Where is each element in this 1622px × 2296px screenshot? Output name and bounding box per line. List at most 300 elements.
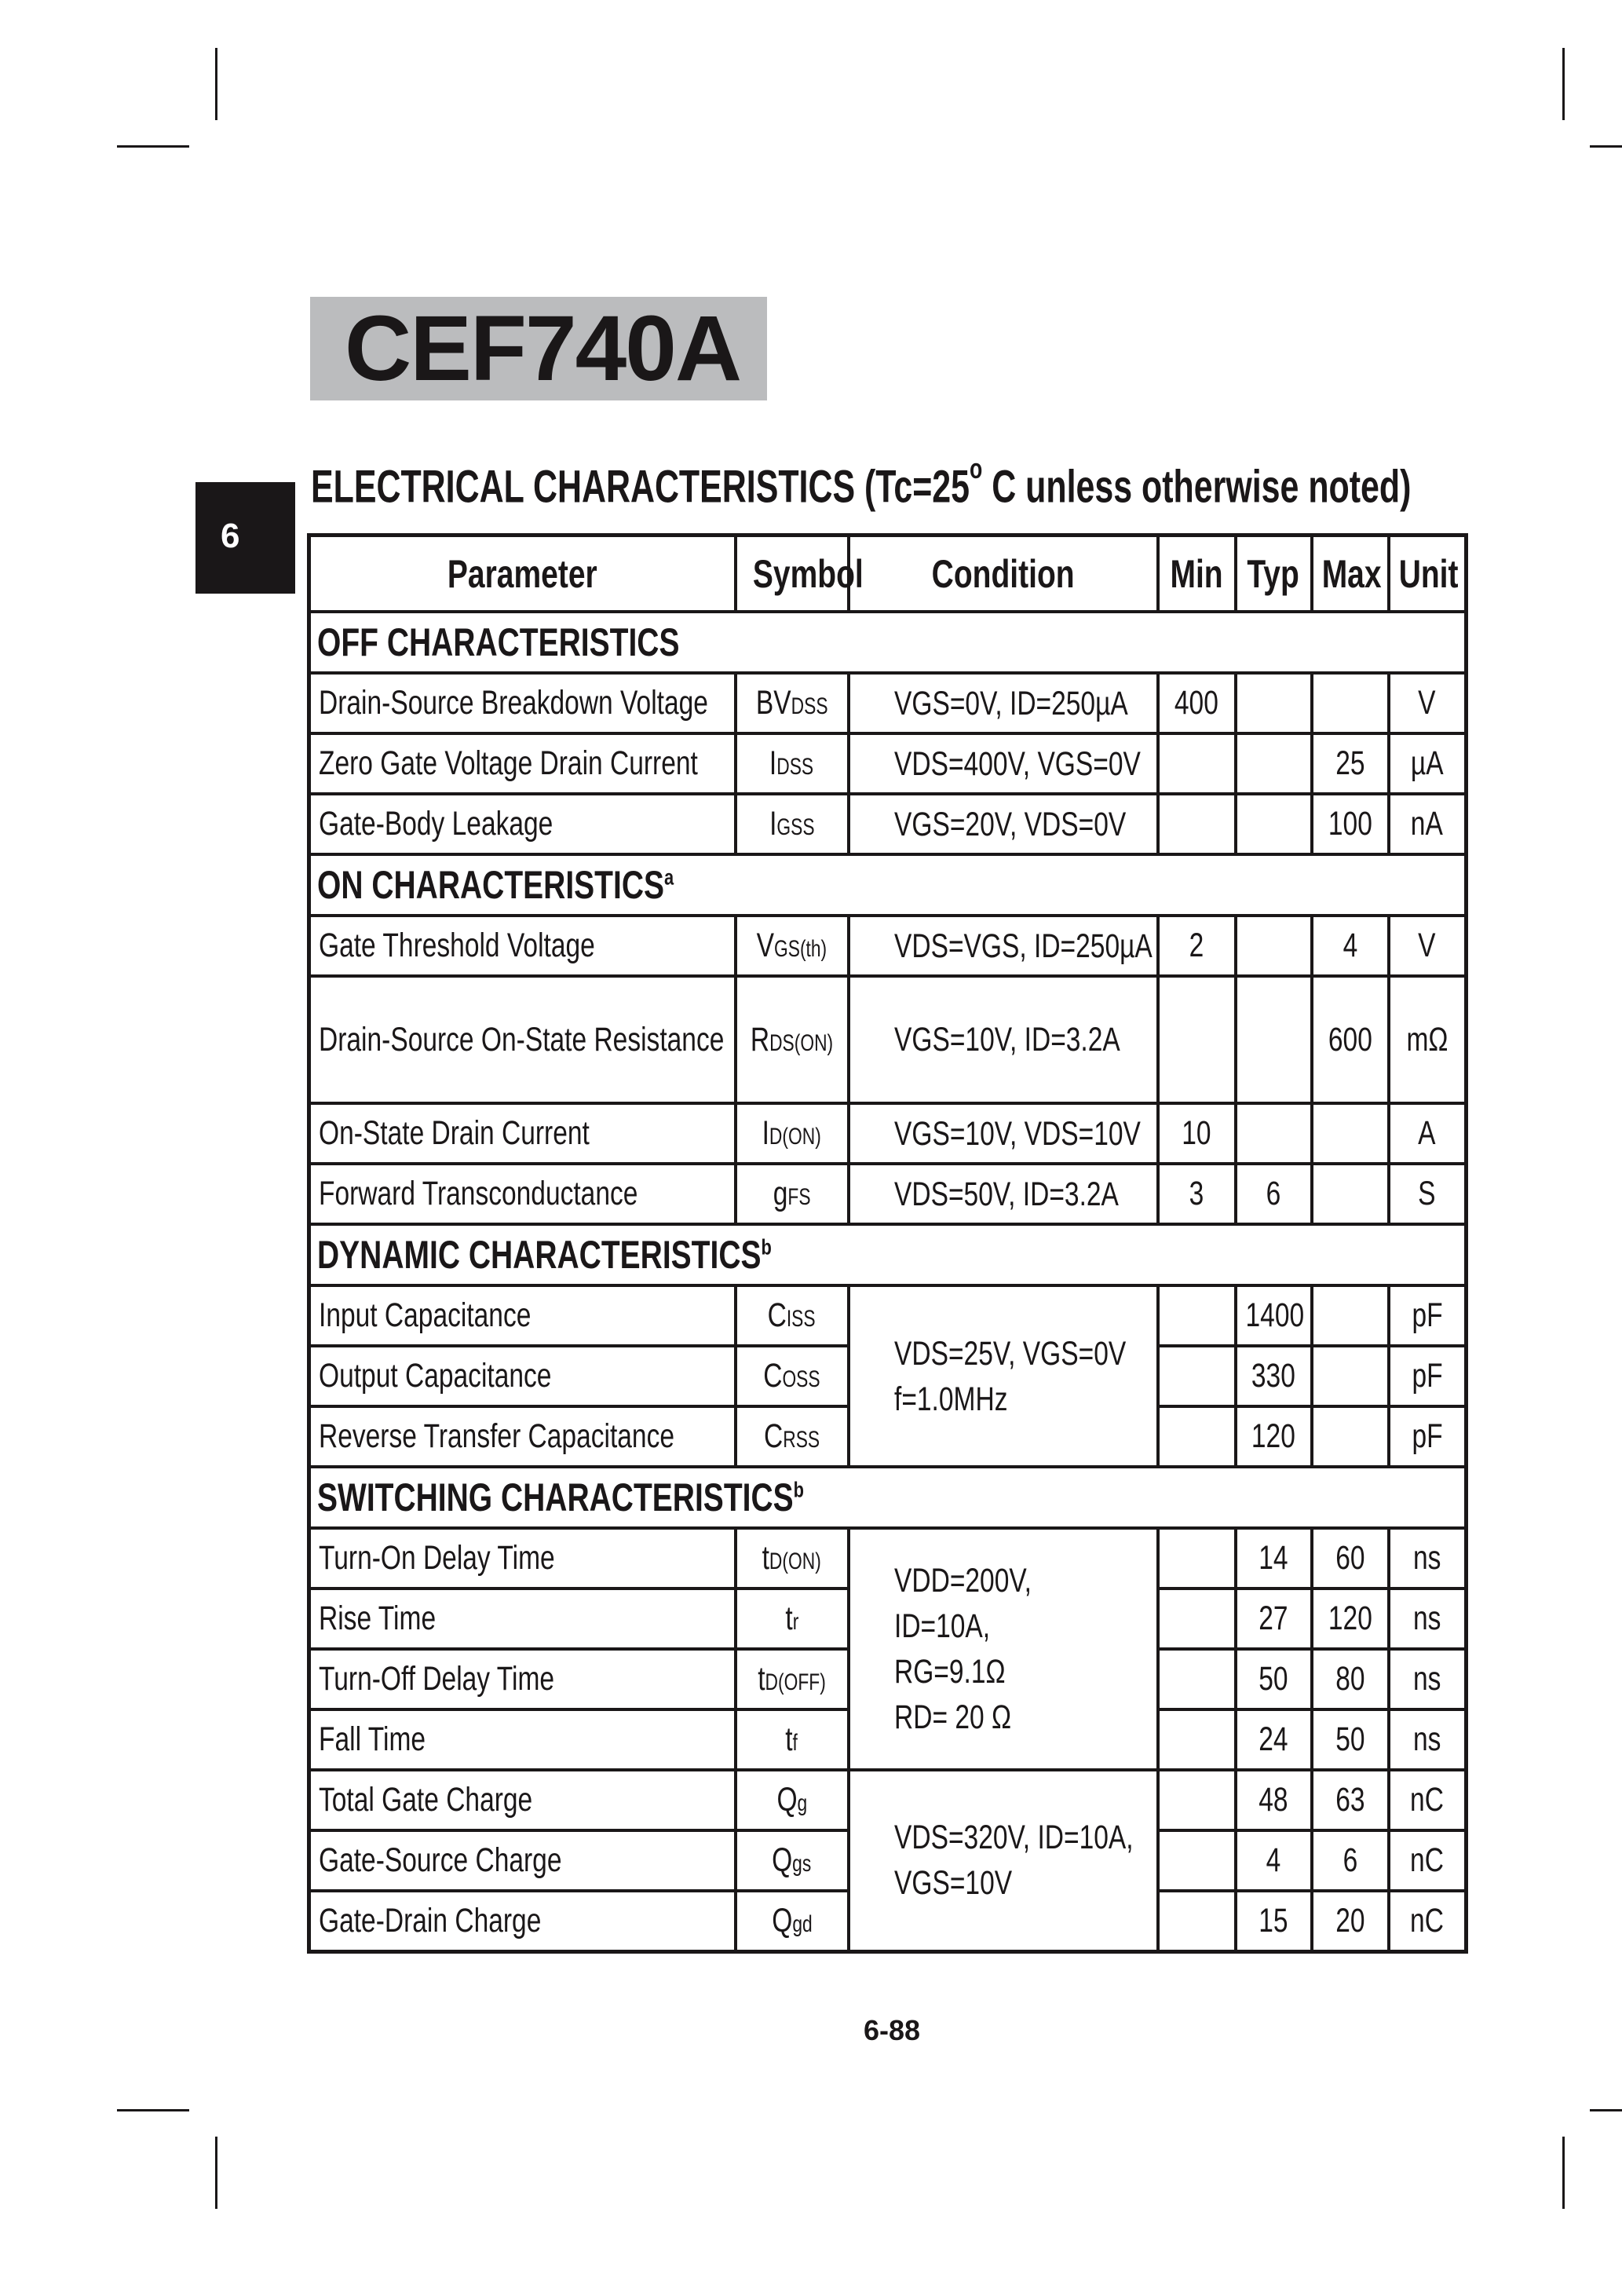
typ-value: 14 — [1259, 1539, 1288, 1577]
typ-cell — [1236, 1528, 1312, 1589]
symbol-main: Q — [772, 1841, 793, 1879]
symbol-subscript: DSS — [776, 755, 814, 780]
symbol-cell — [736, 1770, 849, 1830]
symbol-subscript: f — [792, 1731, 798, 1756]
table-row — [309, 1770, 1467, 1830]
section-footnote-marker: a — [664, 865, 674, 890]
parameter-name: Forward Transconductance — [319, 1175, 638, 1212]
unit-value: S — [1418, 1175, 1436, 1212]
section-row — [309, 612, 1467, 673]
condition-text: VGS=0V, ID=250µA — [893, 684, 1128, 722]
unit-cell — [1389, 976, 1467, 1103]
min-cell — [1158, 1285, 1236, 1346]
symbol — [756, 684, 828, 722]
symbol-cell — [736, 1830, 849, 1891]
table-row — [309, 1103, 1467, 1164]
condition-line — [894, 1603, 1156, 1649]
section-footnote-marker: b — [761, 1234, 772, 1260]
symbol — [772, 1902, 812, 1940]
condition-text: VDS=400V, VGS=0V — [893, 744, 1141, 783]
heading-rest: C unless otherwise noted) — [982, 461, 1412, 513]
min-value: 10 — [1182, 1114, 1211, 1152]
condition-line — [894, 1860, 1156, 1906]
unit-value: A — [1418, 1114, 1436, 1152]
symbol-main: t — [758, 1660, 765, 1698]
section-title-text — [317, 1475, 804, 1520]
symbol-main: I — [769, 805, 777, 843]
parameter-name: Gate-Drain Charge — [319, 1901, 542, 1940]
condition-cell — [849, 1770, 1158, 1951]
min-cell — [1158, 1891, 1236, 1951]
symbol-main: I — [762, 1114, 770, 1152]
parameter-cell — [309, 1285, 736, 1346]
min-cell — [1158, 794, 1236, 854]
min-cell — [1158, 1346, 1236, 1406]
symbol-cell — [736, 1528, 849, 1589]
typ-value: 4 — [1266, 1841, 1281, 1879]
condition-line — [894, 1649, 1156, 1695]
section-title-label: SWITCHING CHARACTERISTICS — [317, 1475, 794, 1519]
typ-cell — [1236, 1103, 1312, 1164]
condition-text: VGS=10V — [893, 1864, 1012, 1903]
max-value: 600 — [1328, 1020, 1372, 1058]
max-value: 50 — [1335, 1720, 1365, 1758]
condition-text: VDS=50V, ID=3.2A — [893, 1175, 1119, 1213]
typ-value: 27 — [1259, 1600, 1288, 1637]
symbol-cell — [736, 1649, 849, 1709]
symbol-subscript: r — [792, 1610, 798, 1635]
symbol — [757, 927, 827, 965]
max-cell — [1312, 1709, 1389, 1770]
crop-mark — [215, 2137, 217, 2209]
unit-value: nA — [1411, 805, 1444, 843]
symbol — [762, 1539, 821, 1578]
unit-cell — [1389, 1770, 1467, 1830]
max-cell — [1312, 1346, 1389, 1406]
part-number: CEF740A — [345, 297, 741, 400]
symbol-subscript: D(ON) — [769, 1549, 822, 1574]
column-header-min: Min — [1158, 536, 1236, 612]
condition-line — [894, 1815, 1156, 1860]
symbol-cell — [736, 976, 849, 1103]
max-value: 20 — [1335, 1901, 1365, 1940]
parameter-name: Fall Time — [319, 1720, 426, 1758]
symbol-main: C — [763, 1357, 783, 1395]
symbol-subscript: gs — [792, 1852, 812, 1877]
symbol-main: V — [756, 927, 775, 964]
parameter-name: On-State Drain Current — [319, 1114, 590, 1152]
max-value: 100 — [1328, 805, 1372, 843]
symbol-main: t — [762, 1539, 770, 1577]
typ-cell — [1236, 976, 1312, 1103]
symbol — [776, 1781, 807, 1819]
parameter-cell — [309, 1891, 736, 1951]
max-cell — [1312, 1770, 1389, 1830]
parameter-name: Drain-Source Breakdown Voltage — [319, 684, 708, 722]
typ-cell — [1236, 1285, 1312, 1346]
max-cell — [1312, 1285, 1389, 1346]
symbol-cell — [736, 916, 849, 976]
max-cell — [1312, 1406, 1389, 1467]
unit-cell — [1389, 1891, 1467, 1951]
condition-cell — [849, 1164, 1158, 1224]
unit-value: nC — [1410, 1841, 1445, 1879]
condition-line — [894, 1017, 1156, 1062]
symbol-cell — [736, 1589, 849, 1649]
symbol-cell — [736, 673, 849, 733]
condition-cell — [849, 1528, 1158, 1770]
symbol — [785, 1600, 798, 1638]
parameter-cell — [309, 673, 736, 733]
max-value: 80 — [1335, 1660, 1365, 1698]
column-header-unit: Unit — [1389, 536, 1467, 612]
condition-text: VDD=200V, — [893, 1562, 1032, 1600]
unit-value: pF — [1412, 1417, 1443, 1455]
unit-value: nC — [1410, 1781, 1445, 1819]
symbol-subscript: FS — [787, 1185, 811, 1210]
max-cell — [1312, 1649, 1389, 1709]
condition-text: RD= 20 Ω — [893, 1698, 1011, 1736]
section-title — [309, 854, 1467, 916]
min-cell — [1158, 1770, 1236, 1830]
typ-value: 15 — [1259, 1901, 1288, 1940]
column-header-parameter: Parameter — [309, 536, 736, 612]
parameter-name: Total Gate Charge — [319, 1781, 533, 1819]
typ-cell — [1236, 1164, 1312, 1224]
section-tab — [195, 482, 295, 594]
symbol-subscript: GS(th) — [774, 937, 827, 962]
max-value: 63 — [1335, 1781, 1365, 1819]
parameter-cell — [309, 976, 736, 1103]
unit-cell — [1389, 794, 1467, 854]
heading-text: ELECTRICAL CHARACTERISTICS (Tc=25 — [311, 461, 970, 513]
condition-text: ID=10A, — [893, 1607, 990, 1645]
section-title-text — [317, 862, 674, 908]
symbol-main: Q — [771, 1901, 792, 1940]
condition-line — [894, 1695, 1156, 1740]
typ-value: 120 — [1251, 1417, 1295, 1455]
typ-cell — [1236, 673, 1312, 733]
condition-text: VDS=320V, ID=10A, — [893, 1819, 1134, 1857]
max-value: 120 — [1328, 1600, 1372, 1637]
symbol-subscript: D(OFF) — [765, 1670, 826, 1695]
section-title-text — [317, 1232, 772, 1278]
min-cell — [1158, 1528, 1236, 1589]
symbol-cell — [736, 1406, 849, 1467]
min-value: 2 — [1189, 927, 1204, 964]
section-row — [309, 1467, 1467, 1528]
condition-line — [894, 923, 1156, 969]
condition-line — [894, 1558, 1156, 1603]
section-title-label: DYNAMIC CHARACTERISTICS — [317, 1233, 762, 1277]
min-value: 400 — [1174, 684, 1218, 722]
max-cell — [1312, 794, 1389, 854]
table-row — [309, 916, 1467, 976]
max-cell — [1312, 976, 1389, 1103]
typ-value: 24 — [1259, 1720, 1288, 1758]
max-value: 60 — [1335, 1539, 1365, 1577]
condition-text: VDS=VGS, ID=250µA — [893, 927, 1153, 965]
table-row — [309, 1285, 1467, 1346]
section-footnote-marker: b — [793, 1477, 805, 1502]
table-row — [309, 1164, 1467, 1224]
condition-line — [894, 741, 1156, 787]
parameter-name: Zero Gate Voltage Drain Current — [319, 744, 698, 782]
table-header-row — [309, 536, 1467, 612]
typ-cell — [1236, 1770, 1312, 1830]
parameter-name: Gate-Body Leakage — [319, 805, 553, 843]
column-header-typ: Typ — [1236, 536, 1312, 612]
typ-cell — [1236, 1589, 1312, 1649]
parameter-cell — [309, 1528, 736, 1589]
symbol-subscript: gd — [791, 1911, 813, 1937]
unit-value: nC — [1410, 1901, 1445, 1940]
parameter-cell — [309, 1649, 736, 1709]
min-cell — [1158, 1406, 1236, 1467]
condition-text: RG=9.1Ω — [893, 1653, 1006, 1691]
unit-cell — [1389, 1709, 1467, 1770]
unit-cell — [1389, 1346, 1467, 1406]
unit-value: pF — [1412, 1296, 1443, 1334]
min-cell — [1158, 916, 1236, 976]
typ-value: 330 — [1251, 1357, 1295, 1395]
symbol-main: I — [769, 744, 777, 782]
electrical-characteristics-table — [307, 533, 1468, 1954]
parameter-name: Gate Threshold Voltage — [319, 927, 595, 964]
unit-value: pF — [1412, 1357, 1443, 1395]
crop-mark — [1590, 2109, 1622, 2111]
max-value: 4 — [1343, 927, 1357, 964]
symbol — [751, 1021, 833, 1059]
table-row — [309, 733, 1467, 794]
parameter-cell — [309, 1164, 736, 1224]
symbol-subscript: D(ON) — [769, 1124, 822, 1150]
condition-text: VGS=20V, VDS=0V — [893, 805, 1126, 843]
max-cell — [1312, 1103, 1389, 1164]
symbol-cell — [736, 1891, 849, 1951]
condition-cell — [849, 976, 1158, 1103]
column-header-max: Max — [1312, 536, 1389, 612]
min-cell — [1158, 1709, 1236, 1770]
typ-cell — [1236, 1649, 1312, 1709]
unit-cell — [1389, 673, 1467, 733]
unit-value: ns — [1413, 1720, 1441, 1758]
symbol — [768, 1296, 816, 1335]
min-cell — [1158, 1830, 1236, 1891]
symbol-main: BV — [755, 684, 791, 722]
condition-text: VGS=10V, ID=3.2A — [893, 1021, 1120, 1058]
unit-value: V — [1418, 927, 1436, 964]
symbol-cell — [736, 733, 849, 794]
typ-cell — [1236, 1406, 1312, 1467]
symbol-subscript: g — [797, 1791, 807, 1816]
parameter-cell — [309, 794, 736, 854]
max-cell — [1312, 1891, 1389, 1951]
unit-value: mΩ — [1406, 1020, 1448, 1058]
condition-line — [894, 1377, 1156, 1422]
condition-cell — [849, 794, 1158, 854]
section-title-label: OFF CHARACTERISTICS — [317, 620, 680, 664]
symbol-main: t — [785, 1720, 793, 1758]
column-header-symbol: Symbol — [736, 536, 849, 612]
symbol-main: R — [750, 1020, 770, 1058]
condition-line — [894, 681, 1156, 726]
symbol — [762, 1114, 821, 1153]
parameter-name: Reverse Transfer Capacitance — [319, 1417, 675, 1455]
max-cell — [1312, 916, 1389, 976]
condition-line — [894, 802, 1156, 847]
parameter-cell — [309, 1406, 736, 1467]
typ-value: 50 — [1259, 1660, 1288, 1698]
symbol-subscript: OSS — [782, 1367, 820, 1392]
parameter-cell — [309, 733, 736, 794]
symbol-main: g — [773, 1175, 788, 1212]
min-cell — [1158, 1164, 1236, 1224]
symbol-cell — [736, 1346, 849, 1406]
crop-mark — [1562, 2137, 1565, 2209]
symbol-main: C — [763, 1417, 784, 1455]
section-tab-number: 6 — [221, 517, 240, 555]
parameter-cell — [309, 1830, 736, 1891]
parameter-cell — [309, 1709, 736, 1770]
unit-value: µA — [1410, 744, 1444, 782]
symbol-subscript: DSS — [791, 694, 828, 719]
parameter-cell — [309, 1103, 736, 1164]
condition-line — [894, 1331, 1156, 1377]
unit-cell — [1389, 1528, 1467, 1589]
unit-cell — [1389, 1164, 1467, 1224]
symbol — [786, 1720, 798, 1759]
condition-text: VGS=10V, VDS=10V — [893, 1114, 1141, 1153]
section-title-label: ON CHARACTERISTICS — [317, 863, 665, 907]
typ-value: 48 — [1259, 1781, 1288, 1819]
typ-cell — [1236, 733, 1312, 794]
max-value: 25 — [1335, 744, 1365, 782]
unit-value: V — [1418, 684, 1436, 722]
min-cell — [1158, 733, 1236, 794]
crop-mark — [1562, 48, 1565, 120]
typ-cell — [1236, 1891, 1312, 1951]
unit-value: ns — [1413, 1539, 1441, 1577]
unit-cell — [1389, 1589, 1467, 1649]
section-title-text — [317, 620, 679, 665]
symbol — [772, 1841, 811, 1880]
section-heading — [311, 452, 1412, 513]
parameter-name: Turn-On Delay Time — [319, 1539, 555, 1577]
symbol — [764, 1417, 820, 1456]
symbol-cell — [736, 1103, 849, 1164]
section-title — [309, 1467, 1467, 1528]
condition-cell — [849, 1103, 1158, 1164]
unit-value: ns — [1413, 1600, 1441, 1637]
symbol-main: t — [785, 1600, 793, 1637]
condition-cell — [849, 916, 1158, 976]
unit-cell — [1389, 916, 1467, 976]
max-cell — [1312, 673, 1389, 733]
parameter-cell — [309, 1770, 736, 1830]
typ-cell — [1236, 1709, 1312, 1770]
symbol-cell — [736, 1285, 849, 1346]
crop-mark — [1590, 145, 1622, 148]
parameter-cell — [309, 1346, 736, 1406]
symbol — [773, 1175, 811, 1213]
section-row — [309, 854, 1467, 916]
min-cell — [1158, 1589, 1236, 1649]
unit-cell — [1389, 1830, 1467, 1891]
condition-cell — [849, 733, 1158, 794]
crop-mark — [117, 2109, 189, 2111]
column-header-condition: Condition — [849, 536, 1158, 612]
parameter-name: Drain-Source On-State Resistance — [319, 1020, 725, 1058]
parameter-cell — [309, 1589, 736, 1649]
parameter-name: Turn-Off Delay Time — [319, 1660, 555, 1698]
section-row — [309, 1224, 1467, 1285]
min-cell — [1158, 673, 1236, 733]
max-cell — [1312, 1589, 1389, 1649]
typ-value: 1400 — [1245, 1296, 1304, 1334]
symbol-cell — [736, 1164, 849, 1224]
typ-cell — [1236, 794, 1312, 854]
symbol-cell — [736, 794, 849, 854]
unit-cell — [1389, 1285, 1467, 1346]
condition-line — [894, 1172, 1156, 1217]
degree-symbol: o — [970, 452, 983, 484]
symbol — [758, 1660, 826, 1698]
condition-line — [894, 1111, 1156, 1157]
typ-cell — [1236, 916, 1312, 976]
typ-cell — [1236, 1346, 1312, 1406]
table-row — [309, 976, 1467, 1103]
unit-cell — [1389, 733, 1467, 794]
condition-text: f=1.0MHz — [893, 1380, 1007, 1418]
max-value: 6 — [1343, 1841, 1357, 1879]
min-cell — [1158, 976, 1236, 1103]
symbol-main: Q — [776, 1781, 798, 1819]
max-cell — [1312, 1830, 1389, 1891]
parameter-name: Output Capacitance — [319, 1357, 552, 1395]
parameter-name: Gate-Source Charge — [319, 1841, 562, 1879]
min-cell — [1158, 1649, 1236, 1709]
typ-value: 6 — [1266, 1175, 1281, 1212]
crop-mark — [117, 145, 189, 148]
symbol — [769, 805, 814, 843]
max-cell — [1312, 1164, 1389, 1224]
symbol — [763, 1357, 820, 1395]
symbol-subscript: DS(ON) — [769, 1030, 834, 1056]
parameter-name: Input Capacitance — [319, 1296, 532, 1334]
condition-cell — [849, 673, 1158, 733]
typ-cell — [1236, 1830, 1312, 1891]
symbol-cell — [736, 1709, 849, 1770]
section-title — [309, 1224, 1467, 1285]
min-value: 3 — [1189, 1175, 1204, 1212]
max-cell — [1312, 733, 1389, 794]
part-number-banner — [310, 297, 767, 400]
symbol-subscript: ISS — [787, 1307, 816, 1332]
unit-value: ns — [1413, 1660, 1441, 1698]
page-number: 6-88 — [864, 2014, 921, 2046]
table-row — [309, 794, 1467, 854]
section-title — [309, 612, 1467, 673]
unit-cell — [1389, 1406, 1467, 1467]
symbol-subscript: GSS — [776, 815, 815, 840]
condition-text: VDS=25V, VGS=0V — [893, 1334, 1126, 1373]
symbol — [769, 744, 813, 783]
condition-cell — [849, 1285, 1158, 1467]
unit-cell — [1389, 1649, 1467, 1709]
unit-cell — [1389, 1103, 1467, 1164]
table-row — [309, 1528, 1467, 1589]
